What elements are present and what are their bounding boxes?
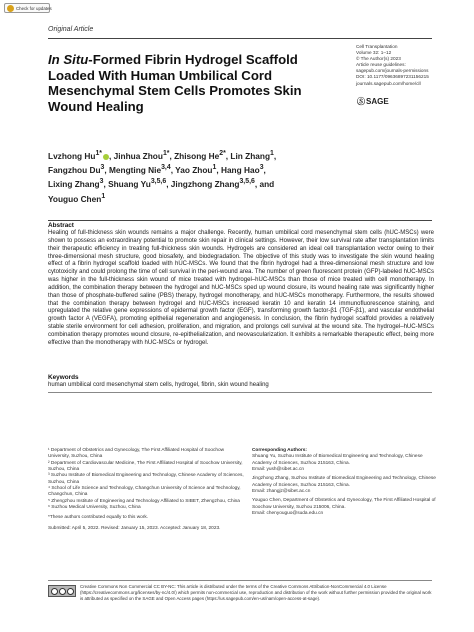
article-type: Original Article [48, 26, 94, 33]
update-check-icon [7, 5, 14, 12]
journal-name: Cell Transplantation [356, 44, 398, 49]
author-line-3: Lixing Zhang$^3$, Shuang Yu$^{3,5,6}$, Jingzhong Zhang$^{3,5,6}$, and [48, 178, 275, 190]
affiliations [48, 448, 244, 532]
equal-contribution-note: *These authors contributed equally to this work. [48, 515, 149, 521]
paper-title-italic: In Situ [48, 52, 89, 67]
journal-permissions-link[interactable]: sagepub.com/journals-permissions [356, 68, 429, 74]
journal-doi[interactable]: DOI: 10.1177/09636897231156215 [356, 74, 429, 80]
abstract-text: Healing of full-thickness skin wounds remains a major challenge. Recently, human umbilical cord mesenchymal stem cells (hUC-MSCs) were shown to possess an extraordinary potential to promote skin repair in clinical settings. However, their low survival rate after transplantation limits their therapeutic efficiency in treating full-thickness skin wounds. Hydrogels are considered an ideal cell transplantation vector owing to their three-dimensional mesh structure, good biosafety, and biodegradation. The objective of this study was to investigate the skin wound healing effect of a fibrin hydrogel scaffold loaded with hUC-MSCs. We found that the fibrin hydrogel had a three-dimensional mesh structure and low cytotoxicity and could prolong the time of cell survival in the peri-wound area. The number of green fluorescent protein (GFP)-labeled hUC-MSCs was higher in the full-thickness skin wound of mice treated with hydrogel–hUC-MSCs than those of mice treated with cell monotherapy. In addition, the combination therapy between the hydrogel and hUC-MSCs sped up wound closure, its wound healing rate was significantly higher than those of phosphate-buffered saline (PBS) therapy, hydrogel monotherapy, and hUC-MSCs monotherapy. Furthermore, the results showed that the combination therapy between hydrogel and hUC-MSCs increased keratin 10 and keratin 14 immunofluorescence staining, and upregulated the relative gene expressions of epidermal growth factor (EGF), transforming growth factor-β1 (TGF-β1), and vascular endothelial growth factor A (VEGFA), promoting epithelial regeneration and angiogenesis. In conclusion, the fibrin hydrogel scaffold provides a relatively stable sterile environment for cell adhesion, proliferation, and migration, and prolongs cell survival at the wound site. The hydrogel–hUC-MSCs combination therapy promotes wound closure, re-epithelialization, and neovascularization. It exhibits a remarkable therapeutic effect, being more effective than the monotherapy with hUC-MSCs or hydrogel. [48, 230, 434, 346]
keywords-text: human umbilical cord mesenchymal stem cells, hydrogel, fibrin, skin wound healing [48, 382, 269, 388]
paper-title-rest: -Formed Fibrin Hydrogel Scaffold Loaded With Human Umbilical Cord Mesenchymal Stem Cells Promotes Skin Wound Healing [48, 52, 302, 114]
corresponding-heading: Corresponding Authors: [252, 448, 307, 453]
sage-name: SAGE [366, 97, 389, 106]
corresponding-entry-1: Shuang Yu, Suzhou Institute of Biomedical Engineering and Technology, Chinese Academy of Sciences, Suzhou 215163, China. [252, 454, 423, 466]
submission-dates: Submitted: April 5, 2022. Revised: January 15, 2023. Accepted: January 18, 2023. [48, 525, 221, 531]
affiliation-4: ⁴ School of Life Science and Technology, Changchun University of Science and Technology, Changchun, China [48, 486, 241, 498]
cc-by-nc-icon[interactable] [48, 585, 76, 597]
license-box [48, 580, 432, 602]
corresponding-email-2[interactable]: Email: zhangjz@sibet.ac.cn [252, 489, 311, 495]
journal-info [356, 44, 448, 87]
sage-mark-icon: Ⓢ [357, 97, 365, 106]
affiliation-2: ² Department of Cardiovascular Medicine, The First Affiliated Hospital of Soochow University, Suzhou, China [48, 460, 243, 473]
corresponding-email-3[interactable]: Email: chenyouguo@suda.edu.cn [252, 511, 324, 517]
corresponding-entry-2: Jingzhong Zhang, Suzhou Institute of Biomedical Engineering and Technology, Chinese Academy of Sciences, Suzhou 215163, China. [252, 476, 436, 488]
affiliation-1: ¹ Department of Obstetrics and Gynecology, The First Affiliated Hospital of Soochow University, Suzhou, China [48, 448, 225, 460]
journal-copyright: © The Author(s) 2023 [356, 56, 401, 62]
paper-title [48, 52, 316, 114]
license-text: Creative Commons Non Commercial CC BY-NC: This article is distributed under the terms of the Creative Commons Attribution-NonCommercial 4.0 License (https://creativecommons.org/licenses/by-nc/4.0/) which permits non-commercial use, reproduction and distribution of the work without further permission provided the original work is attributed as specified on the SAGE and Open Access pages (https://us.sagepub.com/en-us/nam/open-access-at-sage). [80, 584, 432, 601]
check-for-updates-button[interactable] [4, 3, 50, 13]
affiliations-rule [48, 392, 432, 393]
abstract-heading: Abstract [48, 222, 74, 229]
check-for-updates-label: Check for updates [16, 5, 52, 11]
author-list [48, 148, 348, 205]
affiliation-5: ⁵ Zhengzhou Institute of Engineering and Technology Affiliated to SIBET, Zhengzhou, China [48, 498, 240, 504]
corresponding-authors [252, 448, 442, 517]
author-line-4: Youguo Chen$^1$ [48, 192, 106, 204]
corresponding-entry-3: Youguo Chen, Department of Obstetrics and Gynecology, The First Affiliated Hospital of Soochow University, Suzhou 215006, China. [252, 498, 436, 510]
header-rule [48, 38, 432, 39]
author-line-1: Lvzhong $Hu^{1*}$ , Jinhua Zhou$^{1*}$, Zhisong $He^{2*}$, Lin Zhang$^1$, [48, 150, 277, 161]
journal-reuse: Article reuse guidelines: [356, 62, 406, 68]
corresponding-email-1[interactable]: Email: yush@sibet.ac.cn [252, 467, 305, 473]
affiliation-3: ³ Suzhou Institute of Biomedical Engineering and Technology, Chinese Academy of Sciences, Suzhou, China [48, 473, 244, 485]
author-line-2: Fangzhou Du$^3$, Mengting Nie$^{3,4}$, Yao Zhou$^1$, Hang Hao$^3$, [48, 164, 266, 175]
journal-home-link[interactable]: journals.sagepub.com/home/cll [356, 80, 421, 86]
journal-volume: Volume 32: 1–12 [356, 50, 392, 56]
abstract-rule [48, 220, 432, 221]
keywords-heading: Keywords [48, 374, 79, 381]
sage-logo [357, 96, 389, 107]
affiliation-6: ⁶ Suzhou Medical University, Suzhou, China [48, 505, 141, 511]
